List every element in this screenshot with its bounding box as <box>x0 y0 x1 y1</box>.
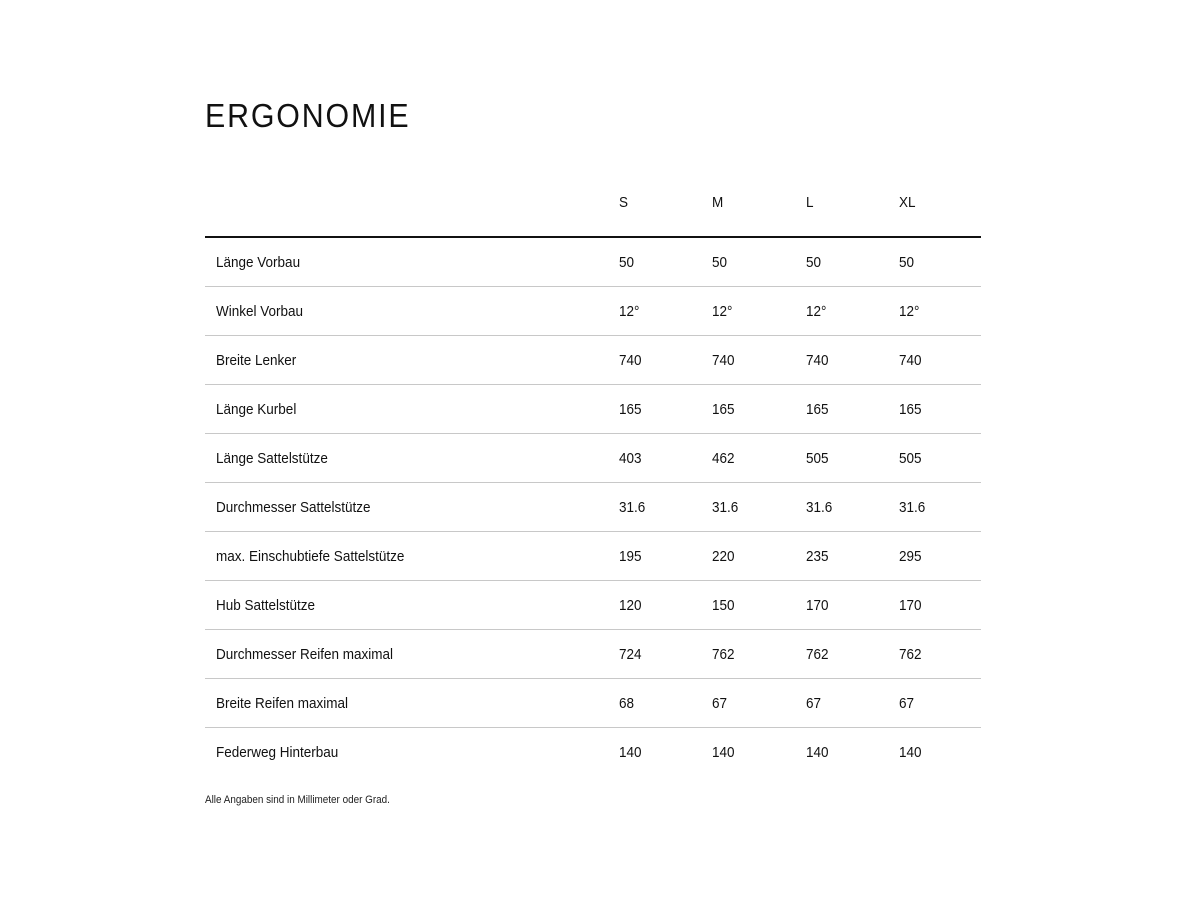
row-label: max. Einschubtiefe Sattelstütze <box>205 532 608 581</box>
value-cell-xl: 170 <box>888 581 981 630</box>
section-title: ERGONOMIE <box>205 97 411 134</box>
header-size-xl: XL <box>888 194 981 237</box>
header-label-cell <box>205 194 608 237</box>
value-cell-s: 50 <box>608 237 701 287</box>
header-size-l: L <box>795 194 888 237</box>
value-cell-m: 140 <box>712 743 735 761</box>
value-cell-m: 762 <box>701 630 794 679</box>
value-cell-l: 12° <box>795 287 888 336</box>
ergonomics-section <box>205 96 981 806</box>
table-header-row <box>205 194 981 237</box>
value-cell-s: 68 <box>608 679 701 728</box>
row-label: Durchmesser Reifen maximal <box>205 630 608 679</box>
row-label: Winkel Vorbau <box>205 287 608 336</box>
table-row <box>205 237 981 287</box>
value-cell-l: 505 <box>795 434 888 483</box>
value-cell-m: 220 <box>701 532 794 581</box>
table-row <box>205 532 981 581</box>
value-cell-s: 724 <box>608 630 701 679</box>
value-cell-m: 12° <box>701 287 794 336</box>
row-label: Länge Sattelstütze <box>205 434 608 483</box>
value-cell-s: 31.6 <box>608 483 701 532</box>
value-cell-s: 165 <box>608 385 701 434</box>
table-row <box>205 287 981 336</box>
value-cell-m: 31.6 <box>701 483 794 532</box>
value-cell-m: 50 <box>701 237 794 287</box>
row-label: Breite Lenker <box>205 336 608 385</box>
value-cell-s: 12° <box>608 287 701 336</box>
value-cell-s: 195 <box>608 532 701 581</box>
row-label: Länge Vorbau <box>205 237 608 287</box>
value-cell-xl: 740 <box>888 336 981 385</box>
value-cell-xl: 505 <box>888 434 981 483</box>
header-size-m: M <box>701 194 794 237</box>
value-cell-l: 67 <box>795 679 888 728</box>
table-row <box>205 581 981 630</box>
table-row <box>205 434 981 483</box>
value-cell-m: 740 <box>701 336 794 385</box>
units-note: Alle Angaben sind in Millimeter oder Grad. <box>205 794 390 806</box>
table-body <box>205 237 981 776</box>
value-cell-l: 170 <box>795 581 888 630</box>
value-cell-m: 165 <box>701 385 794 434</box>
value-cell-s: 740 <box>608 336 701 385</box>
table-row <box>205 385 981 434</box>
value-cell-s: 140 <box>619 743 642 761</box>
value-cell-xl: 67 <box>888 679 981 728</box>
value-cell-l: 31.6 <box>795 483 888 532</box>
value-cell-m: 150 <box>701 581 794 630</box>
value-cell-l: 762 <box>795 630 888 679</box>
value-cell-l: 165 <box>795 385 888 434</box>
value-cell-xl: 140 <box>898 743 922 761</box>
value-cell-l: 740 <box>795 336 888 385</box>
value-cell-l: 140 <box>805 743 829 761</box>
value-cell-l: 235 <box>795 532 888 581</box>
value-cell-xl: 295 <box>888 532 981 581</box>
value-cell-m: 462 <box>701 434 794 483</box>
value-cell-s: 403 <box>608 434 701 483</box>
value-cell-s: 120 <box>608 581 701 630</box>
row-label: Hub Sattelstütze <box>205 581 608 630</box>
row-label: Länge Kurbel <box>205 385 608 434</box>
row-label: Federweg Hinterbau <box>216 743 339 761</box>
table-row <box>205 728 981 777</box>
table-row <box>205 679 981 728</box>
table-row <box>205 630 981 679</box>
value-cell-m: 67 <box>701 679 794 728</box>
table-row <box>205 483 981 532</box>
ergonomics-table <box>205 194 981 776</box>
value-cell-l: 50 <box>795 237 888 287</box>
row-label: Breite Reifen maximal <box>205 679 608 728</box>
value-cell-xl: 762 <box>888 630 981 679</box>
value-cell-xl: 165 <box>888 385 981 434</box>
table-row <box>205 336 981 385</box>
row-label: Durchmesser Sattelstütze <box>205 483 608 532</box>
value-cell-xl: 50 <box>888 237 981 287</box>
header-size-s: S <box>608 194 701 237</box>
value-cell-xl: 31.6 <box>888 483 981 532</box>
value-cell-xl: 12° <box>888 287 981 336</box>
